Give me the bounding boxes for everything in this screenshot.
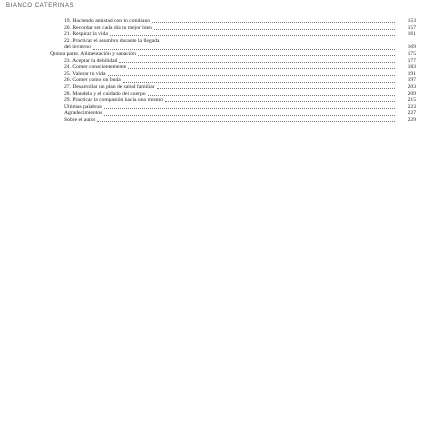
- leader-dots: [97, 121, 395, 122]
- toc-entry: [56, 58, 416, 65]
- leader-dots: [110, 35, 395, 36]
- toc-entry: [56, 77, 416, 84]
- toc-entry-label: 21. Respirar la vida: [64, 31, 108, 38]
- toc-entry: [56, 38, 416, 45]
- toc-entry-label: 29. Practicar la compasión hacia uno mismo: [64, 97, 163, 104]
- toc-entry-page: 153: [407, 18, 416, 24]
- toc-entry-page: 229: [407, 116, 416, 123]
- leader-dots: [148, 95, 395, 96]
- toc-entry: [56, 84, 416, 91]
- toc-entry-page: 177: [407, 57, 416, 64]
- leader-dots: [154, 29, 395, 30]
- toc-entry: [56, 110, 416, 117]
- toc-entry-label: 28. Mandela y el cuidado del cuerpo: [64, 90, 146, 97]
- toc-entry-label: 24. Comer conscientemente: [64, 64, 127, 71]
- toc-section: [50, 51, 416, 58]
- toc-entry: [56, 18, 416, 25]
- toc-entry-label: 26. Comer como un buda: [64, 77, 121, 84]
- toc-entry-label: Agradecimientos: [64, 110, 103, 117]
- toc-entry: [56, 97, 416, 104]
- toc-entry-page: 215: [407, 97, 416, 104]
- toc-entry-label: 22. Practicar el asombro durante la llegada: [64, 37, 160, 44]
- toc-entry-page: 157: [407, 24, 416, 31]
- toc-entry-label: 19. Haciendo amistad con lo cotidiano: [64, 18, 151, 24]
- leader-dots: [165, 101, 395, 102]
- toc-entry-page: 223: [407, 103, 416, 110]
- toc-entry-label: 20. Recordar ser cada día tu mejor bien: [64, 24, 152, 31]
- toc-entry: [56, 25, 416, 32]
- toc-entry: [56, 117, 416, 124]
- running-header: BIANCO CATERINAS: [6, 3, 75, 9]
- toc-entry: [56, 91, 416, 98]
- toc-section-page: 175: [407, 50, 416, 57]
- toc-entry: [56, 64, 416, 71]
- leader-dots: [157, 88, 395, 89]
- leader-dots: [128, 68, 395, 69]
- toc-entry-label: Últimas palabras: [64, 103, 102, 110]
- toc-entry-page: 183: [407, 64, 416, 71]
- leader-dots: [138, 55, 395, 56]
- toc-entry-label: 23. Aceptar la debilidad: [64, 57, 118, 64]
- toc-entry-page: 209: [407, 90, 416, 97]
- toc-entry-label: del invierno: [64, 44, 91, 51]
- toc-entry-continuation: [56, 44, 416, 51]
- toc-entry-page: 203: [407, 83, 416, 90]
- leader-dots: [104, 115, 395, 116]
- leader-dots: [152, 22, 395, 23]
- leader-dots: [123, 82, 395, 83]
- toc-entry-page: 227: [407, 110, 416, 117]
- toc-entry: [56, 71, 416, 78]
- leader-dots: [119, 62, 395, 63]
- toc-entry-label: 27. Desarrollar un plan de salud familiar: [64, 83, 155, 90]
- table-of-contents: [50, 18, 416, 124]
- leader-dots: [108, 75, 395, 76]
- toc-section-label: Quinta parte. Alimentación y sanación: [50, 50, 136, 57]
- toc-entry-page: 169: [407, 44, 416, 51]
- leader-dots: [104, 108, 395, 109]
- toc-entry-label: Sobre el autor: [64, 116, 96, 123]
- toc-entry-page: 191: [407, 70, 416, 77]
- toc-entry: [56, 31, 416, 38]
- toc-entry-page: 161: [407, 31, 416, 38]
- leader-dots: [93, 49, 395, 50]
- toc-entry: [56, 104, 416, 111]
- toc-entry-label: 25. Valorar tu vida: [64, 70, 106, 77]
- toc-entry-page: 197: [407, 77, 416, 84]
